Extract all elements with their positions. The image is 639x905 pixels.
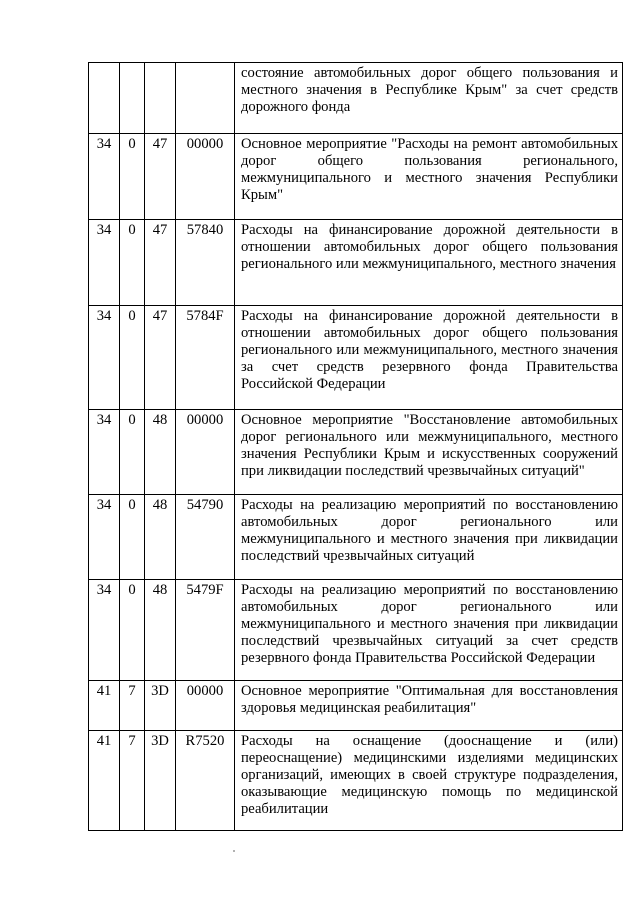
description-cell: Расходы на финансирование дорожной деятельности в отношении автомобильных дорог общего пользования регионального или межмуниципального, местного значения bbox=[235, 220, 623, 306]
subprogram-code-cell: 0 bbox=[120, 410, 145, 495]
activity-code-cell: 3D bbox=[145, 731, 176, 831]
subprogram-code-cell: 7 bbox=[120, 681, 145, 731]
program-code-cell: 41 bbox=[89, 681, 120, 731]
program-code-cell: 34 bbox=[89, 134, 120, 220]
activity-code-cell: 47 bbox=[145, 306, 176, 410]
activity-code-cell bbox=[145, 63, 176, 134]
table-row bbox=[89, 495, 623, 580]
subprogram-code-cell: 0 bbox=[120, 220, 145, 306]
activity-code-cell: 48 bbox=[145, 495, 176, 580]
description-cell: состояние автомобильных дорог общего пользования и местного значения в Республике Крым" за счет средств дорожного фонда bbox=[235, 63, 623, 134]
subprogram-code-cell: 0 bbox=[120, 580, 145, 681]
subprogram-code-cell: 0 bbox=[120, 306, 145, 410]
table-row bbox=[89, 580, 623, 681]
description-cell: Основное мероприятие "Восстановление автомобильных дорог регионального или межмуниципального, местного значения Республики Крым и искусственных сооружений при ликвидации последствий чрезвычайных ситуаций" bbox=[235, 410, 623, 495]
subprogram-code-cell: 7 bbox=[120, 731, 145, 831]
direction-code-cell: 00000 bbox=[176, 681, 235, 731]
table-row bbox=[89, 731, 623, 831]
activity-code-cell: 47 bbox=[145, 220, 176, 306]
subprogram-code-cell: 0 bbox=[120, 134, 145, 220]
table-row bbox=[89, 410, 623, 495]
description-cell: Расходы на реализацию мероприятий по восстановлению автомобильных дорог регионального или межмуниципального и местного значения при ликвидации последствий чрезвычайных ситуаций за счет средств резервного фонда Правительства Российской Федерации bbox=[235, 580, 623, 681]
program-code-cell: 34 bbox=[89, 306, 120, 410]
description-cell: Основное мероприятие "Оптимальная для восстановления здоровья медицинская реабилитация" bbox=[235, 681, 623, 731]
subprogram-code-cell bbox=[120, 63, 145, 134]
direction-code-cell: 5784F bbox=[176, 306, 235, 410]
direction-code-cell bbox=[176, 63, 235, 134]
direction-code-cell: 5479F bbox=[176, 580, 235, 681]
description-cell: Расходы на реализацию мероприятий по восстановлению автомобильных дорог регионального или межмуниципального и местного значения при ликвидации последствий чрезвычайных ситуаций bbox=[235, 495, 623, 580]
table-row bbox=[89, 220, 623, 306]
activity-code-cell: 3D bbox=[145, 681, 176, 731]
table-row bbox=[89, 134, 623, 220]
program-code-cell: 34 bbox=[89, 580, 120, 681]
table-row bbox=[89, 681, 623, 731]
activity-code-cell: 48 bbox=[145, 580, 176, 681]
program-code-cell: 34 bbox=[89, 410, 120, 495]
program-code-cell bbox=[89, 63, 120, 134]
direction-code-cell: 57840 bbox=[176, 220, 235, 306]
budget-classification-table bbox=[88, 62, 623, 831]
program-code-cell: 34 bbox=[89, 220, 120, 306]
table-row bbox=[89, 306, 623, 410]
description-cell: Основное мероприятие "Расходы на ремонт автомобильных дорог общего пользования регионального, межмуниципального и местного значения Республики Крым" bbox=[235, 134, 623, 220]
direction-code-cell: 00000 bbox=[176, 410, 235, 495]
description-cell: Расходы на финансирование дорожной деятельности в отношении автомобильных дорог общего пользования регионального или межмуниципального, местного значения за счет средств резервного фонда Правительства Российской Федерации bbox=[235, 306, 623, 410]
scan-speck bbox=[233, 850, 235, 852]
direction-code-cell: 00000 bbox=[176, 134, 235, 220]
subprogram-code-cell: 0 bbox=[120, 495, 145, 580]
direction-code-cell: 54790 bbox=[176, 495, 235, 580]
description-cell: Расходы на оснащение (дооснащение и (или) переоснащение) медицинскими изделиями медицинских организаций, имеющих в своей структуре подразделения, оказывающие медицинскую помощь по медицинской реабилитации bbox=[235, 731, 623, 831]
table-row bbox=[89, 63, 623, 134]
program-code-cell: 41 bbox=[89, 731, 120, 831]
direction-code-cell: R7520 bbox=[176, 731, 235, 831]
program-code-cell: 34 bbox=[89, 495, 120, 580]
activity-code-cell: 47 bbox=[145, 134, 176, 220]
activity-code-cell: 48 bbox=[145, 410, 176, 495]
